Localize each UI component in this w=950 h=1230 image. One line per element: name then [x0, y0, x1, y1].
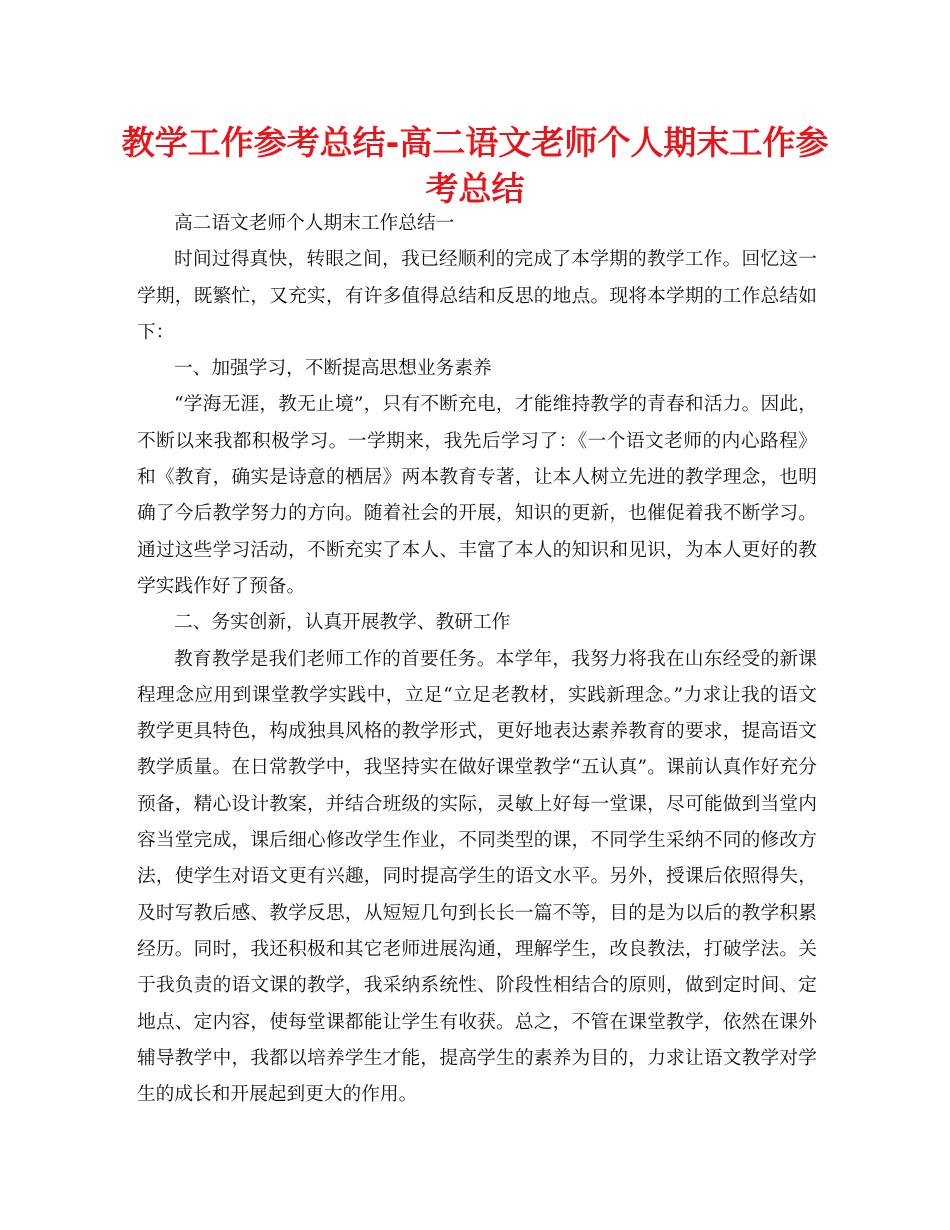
paragraph-teaching: 教育教学是我们老师工作的首要任务。本学年，我努力将我在山东经受的新课程理念应用到课堂教学实践中，立足“立足老教材，实践新理念。”力求让我的语文教学更具特色，构成独具风格的教学形式，更好地表达素养教育的要求，提高语文教学质量。在日常教学中，我坚持实在做好课堂教学“五认真”。课前认真作好充分预备，精心设计教案，并结合班级的实际，灵敏上好每一堂课，尽可能做到当堂内容当堂完成，课后细心修改学生作业，不同类型的课，不同学生采纳不同的修改方法，使学生对语文更有兴趣，同时提高学生的语文水平。另外，授课后依照得失，及时写教后感、教学反思，从短短几句到长长一篇不等，目的是为以后的教学积累经历。同时，我还积极和其它老师进展沟通，理解学生，改良教法，打破学法。关于我负责的语文课的教学，我采纳系统性、阶段性相结合的原则，做到定时间、定地点、定内容，使每堂课都能让学生有收获。总之，不管在课堂教学，依然在课外辅导教学中，我都以培养学生才能，提高学生的素养为目的，力求让语文教学对学生的成长和开展起到更大的作用。: [137, 648, 817, 1106]
paragraph-intro: 时间过得真快，转眼之间，我已经顺利的完成了本学期的教学工作。回忆这一学期，既繁忙，又充实，有许多值得总结和反思的地点。现将本学期的工作总结如下：: [137, 249, 817, 343]
section-heading-2: 二、务实创新，认真开展教学、教研工作: [174, 612, 511, 634]
document-title: 教学工作参考总结-高二语文老师个人期末工作参考总结: [121, 123, 829, 208]
section-subtitle: 高二语文老师个人期末工作总结一: [174, 213, 455, 234]
paragraph-study: “学海无涯，教无止境”，只有不断充电，才能维持教学的青春和活力。因此，不断以来我都积极学习。一学期来，我先后学习了：《一个语文老师的内心路程》和《教育，确实是诗意的栖居》两本教育专著，让本人树立先进的教学理念，也明确了今后教学努力的方向。随着社会的开展，知识的更新，也催促着我不断学习。通过这些学习活动，不断充实了本人、丰富了本人的知识和见识，为本人更好的教学实践作好了预备。: [137, 394, 817, 597]
section-heading-1: 一、加强学习，不断提高思想业务素养: [174, 358, 492, 380]
document-body: [137, 206, 817, 1113]
